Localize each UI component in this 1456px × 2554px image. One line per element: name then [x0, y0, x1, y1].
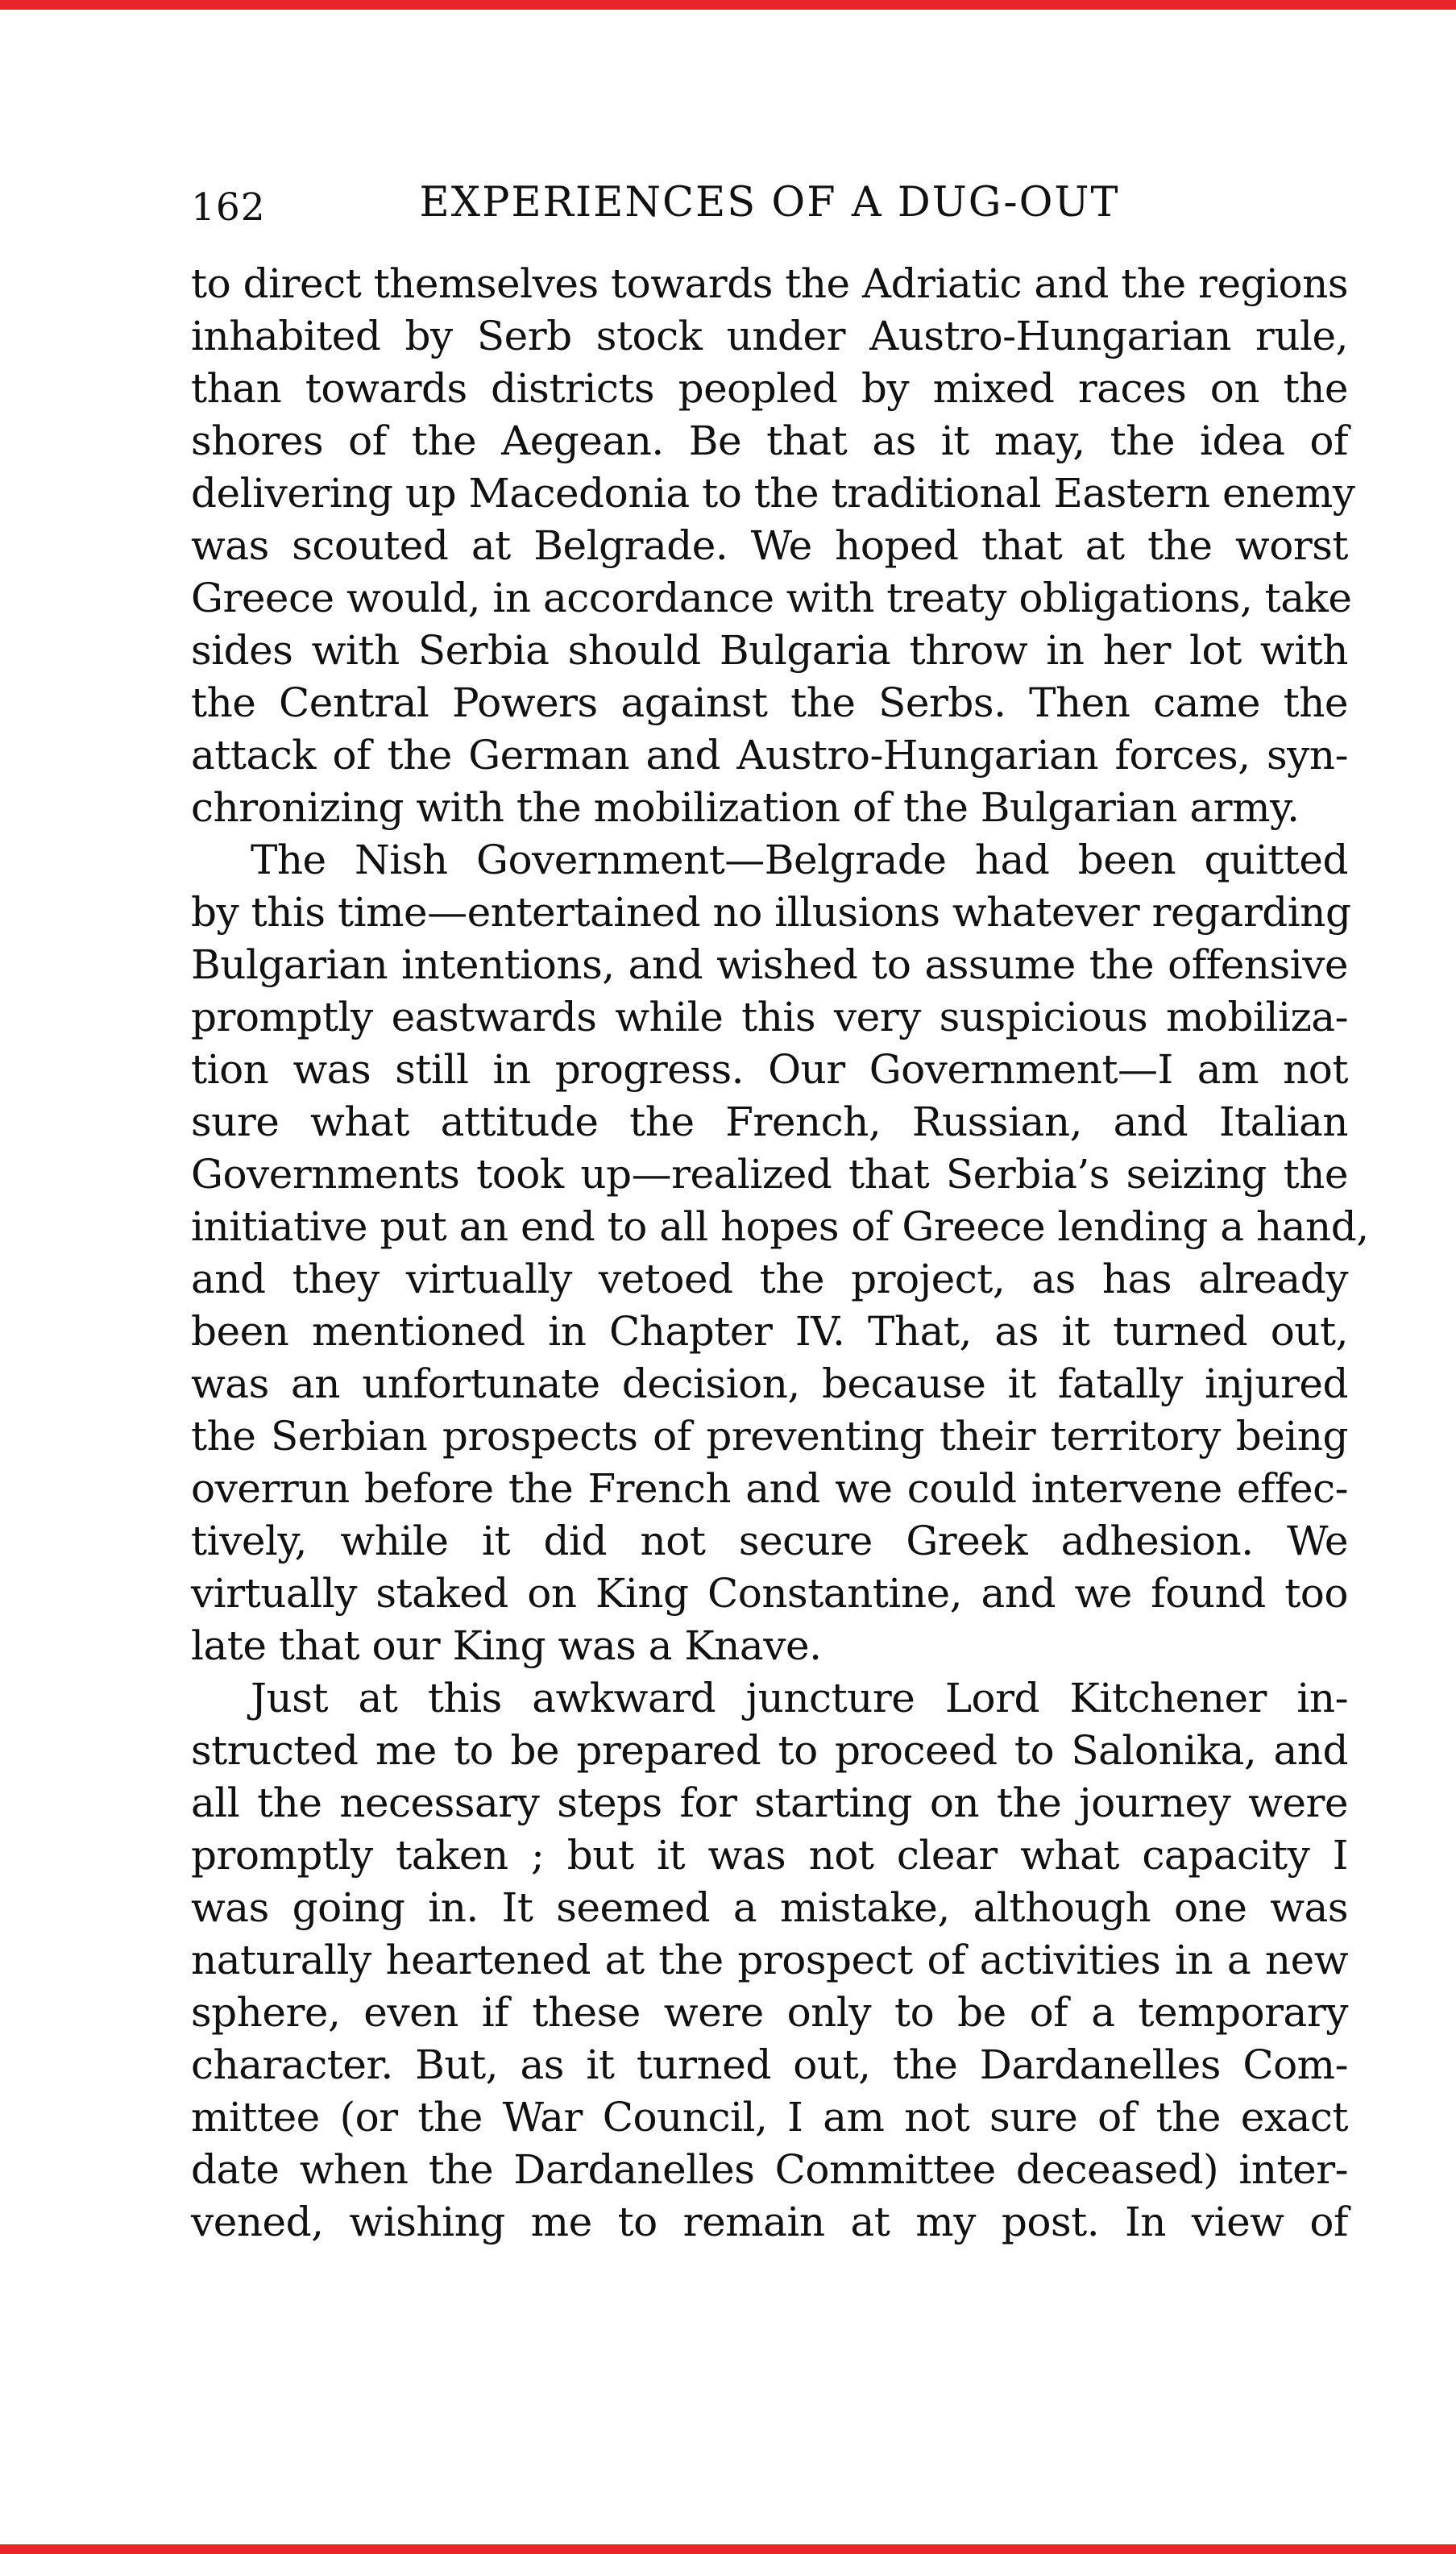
- text-line: was going in. It seemed a mistake, although one was: [191, 1884, 1348, 1931]
- text-line: mittee (or the War Council, I am not sure of the exact: [191, 2094, 1348, 2141]
- text-line: the Central Powers against the Serbs. Then came the: [191, 679, 1348, 726]
- text-line: virtually staked on King Constantine, and we found too: [191, 1570, 1348, 1617]
- text-line: The Nish Government—Belgrade had been quitted: [251, 837, 1348, 883]
- text-line: tively, while it did not secure Greek adhesion. We: [191, 1518, 1348, 1564]
- text-line: delivering up Macedonia to the traditional Eastern enemy: [191, 470, 1355, 517]
- text-line: tion was still in progress. Our Government—I am not: [191, 1046, 1348, 1093]
- text-line: by this time—entertained no illusions whatever regarding: [191, 889, 1351, 936]
- text-line: attack of the German and Austro-Hungarian forces, syn-: [191, 732, 1348, 779]
- text-line: structed me to be prepared to proceed to Salonika, and: [191, 1727, 1348, 1774]
- text-line: sides with Serbia should Bulgaria throw in her lot with: [191, 627, 1348, 674]
- text-line: Greece would, in accordance with treaty obligations, take: [191, 575, 1352, 621]
- text-line: Governments took up—realized that Serbia’s seizing the: [191, 1151, 1348, 1198]
- text-line: inhabited by Serb stock under Austro-Hungarian rule,: [191, 313, 1348, 359]
- text-line: to direct themselves towards the Adriatic and the regions: [191, 260, 1348, 307]
- text-line: than towards districts peopled by mixed races on the: [191, 365, 1348, 412]
- text-line: and they virtually vetoed the project, as has already: [191, 1256, 1348, 1302]
- running-title: EXPERIENCES OF A DUG-OUT: [419, 179, 1120, 226]
- text-line: been mentioned in Chapter IV. That, as it turned out,: [191, 1308, 1348, 1355]
- text-line: naturally heartened at the prospect of activities in a new: [191, 1937, 1348, 1983]
- text-line: overrun before the French and we could intervene effec-: [191, 1465, 1348, 1512]
- text-line: character. But, as it turned out, the Dardanelles Com-: [191, 2041, 1348, 2088]
- text-line: was an unfortunate decision, because it fatally injured: [191, 1360, 1348, 1407]
- text-line: sphere, even if these were only to be of a temporary: [191, 1989, 1348, 2036]
- text-line: promptly taken ; but it was not clear what capacity I: [191, 1832, 1348, 1879]
- text-line: vened, wishing me to remain at my post. In view of: [191, 2199, 1348, 2245]
- text-line: date when the Dardanelles Committee deceased) inter-: [191, 2146, 1348, 2193]
- text-line: the Serbian prospects of preventing their territory being: [191, 1413, 1348, 1460]
- text-line: shores of the Aegean. Be that as it may, the idea of: [191, 417, 1348, 464]
- text-line: all the necessary steps for starting on the journey were: [191, 1779, 1348, 1826]
- text-line: chronizing with the mobilization of the Bulgarian army.: [191, 784, 1300, 831]
- scan-edge-top: [0, 0, 1456, 10]
- scan-edge-bottom: [0, 2544, 1456, 2554]
- body-text: [191, 258, 1369, 2249]
- text-line: sure what attitude the French, Russian, and Italian: [191, 1098, 1348, 1145]
- text-line: promptly eastwards while this very suspicious mobiliza-: [191, 994, 1348, 1040]
- running-head: [191, 179, 1348, 229]
- page-number: 162: [191, 185, 266, 230]
- text-line: initiative put an end to all hopes of Greece lending a hand,: [191, 1203, 1369, 1250]
- text-line: Just at this awkward juncture Lord Kitchener in-: [251, 1675, 1348, 1721]
- text-line: late that our King was a Knave.: [191, 1622, 822, 1669]
- text-line: Bulgarian intentions, and wished to assume the offensive: [191, 941, 1348, 988]
- text-line: was scouted at Belgrade. We hoped that at the worst: [191, 522, 1348, 569]
